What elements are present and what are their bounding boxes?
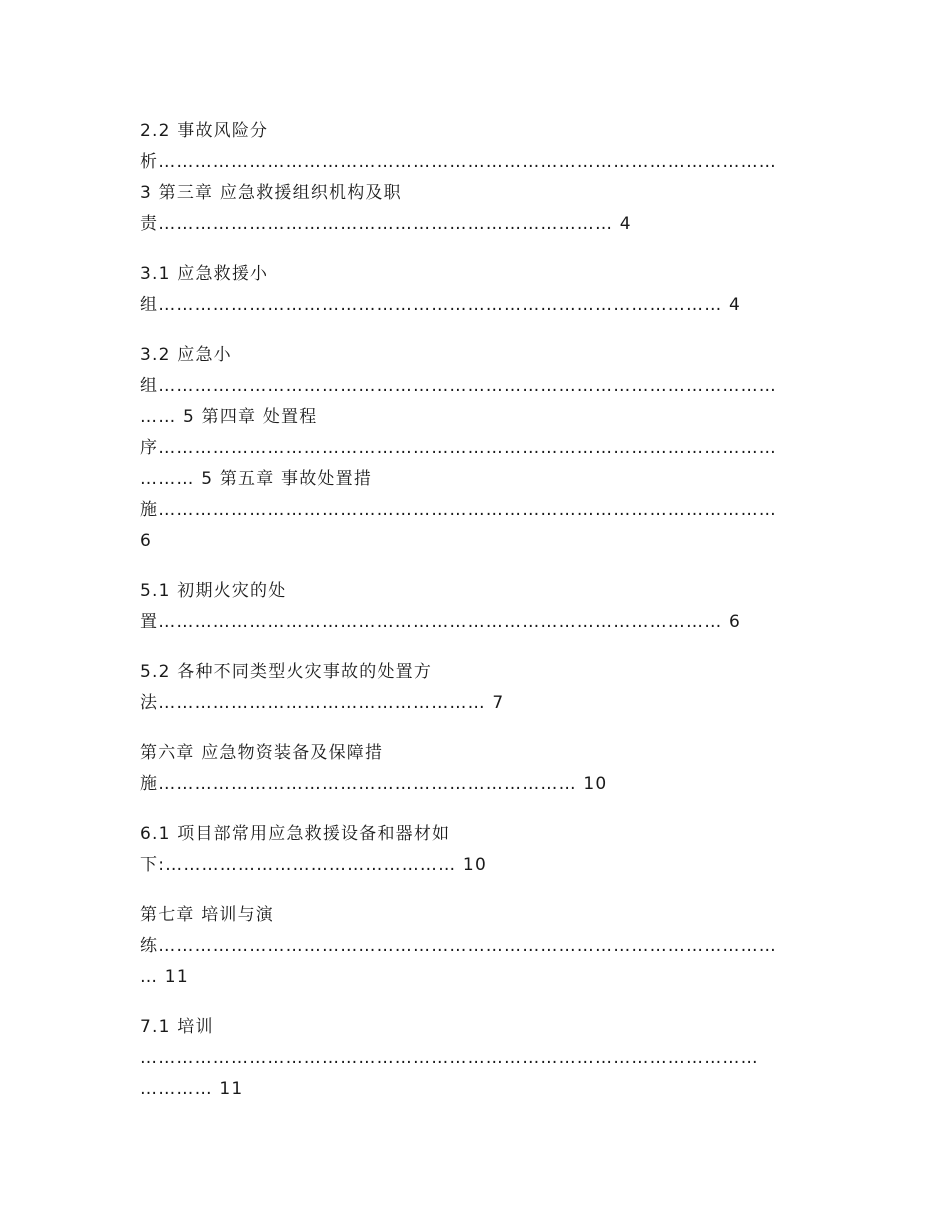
toc-line: 5.1 初期火灾的处 xyxy=(140,581,287,601)
toc-gap xyxy=(140,993,810,1012)
toc-line: 序………………………………………………………………………………………… xyxy=(140,438,777,458)
toc-gap xyxy=(140,557,810,576)
toc-line: … 11 xyxy=(140,967,189,987)
toc-line: 组………………………………………………………………………………………… xyxy=(140,376,777,396)
toc-line: 6.1 项目部常用应急救援设备和器材如 xyxy=(140,824,451,844)
table-of-contents xyxy=(140,116,810,1105)
toc-line: 6 xyxy=(140,531,153,551)
toc-line: 练………………………………………………………………………………………… xyxy=(140,936,777,956)
toc-gap xyxy=(140,719,810,738)
toc-line: 5.2 各种不同类型火灾事故的处置方 xyxy=(140,662,433,682)
toc-line: ………… 11 xyxy=(140,1079,244,1099)
toc-line: 责………………………………………………………………… 4 xyxy=(140,214,632,234)
toc-line: 施…………………………………………………………… 10 xyxy=(140,774,608,794)
toc-line: 置………………………………………………………………………………… 6 xyxy=(140,612,742,632)
toc-line: 第七章 培训与演 xyxy=(140,905,275,925)
toc-gap xyxy=(140,240,810,259)
toc-line: 下:………………………………………… 10 xyxy=(140,855,487,875)
toc-line: …… 5 第四章 处置程 xyxy=(140,407,318,427)
toc-line: 施………………………………………………………………………………………… xyxy=(140,500,777,520)
toc-gap xyxy=(140,800,810,819)
toc-line: ………………………………………………………………………………………… xyxy=(140,1048,759,1068)
toc-line: 法……………………………………………… 7 xyxy=(140,693,505,713)
toc-line: 7.1 培训 xyxy=(140,1017,214,1037)
toc-line: 析………………………………………………………………………………………… xyxy=(140,152,777,172)
toc-line: 3.1 应急救援小 xyxy=(140,264,269,284)
toc-line: 3 第三章 应急救援组织机构及职 xyxy=(140,183,402,203)
toc-line: 2.2 事故风险分 xyxy=(140,121,269,141)
toc-line: ……… 5 第五章 事故处置措 xyxy=(140,469,373,489)
toc-gap xyxy=(140,321,810,340)
toc-line: 第六章 应急物资装备及保障措 xyxy=(140,743,384,763)
toc-line: 3.2 应急小 xyxy=(140,345,232,365)
toc-line: 组………………………………………………………………………………… 4 xyxy=(140,295,742,315)
toc-gap xyxy=(140,638,810,657)
toc-gap xyxy=(140,881,810,900)
